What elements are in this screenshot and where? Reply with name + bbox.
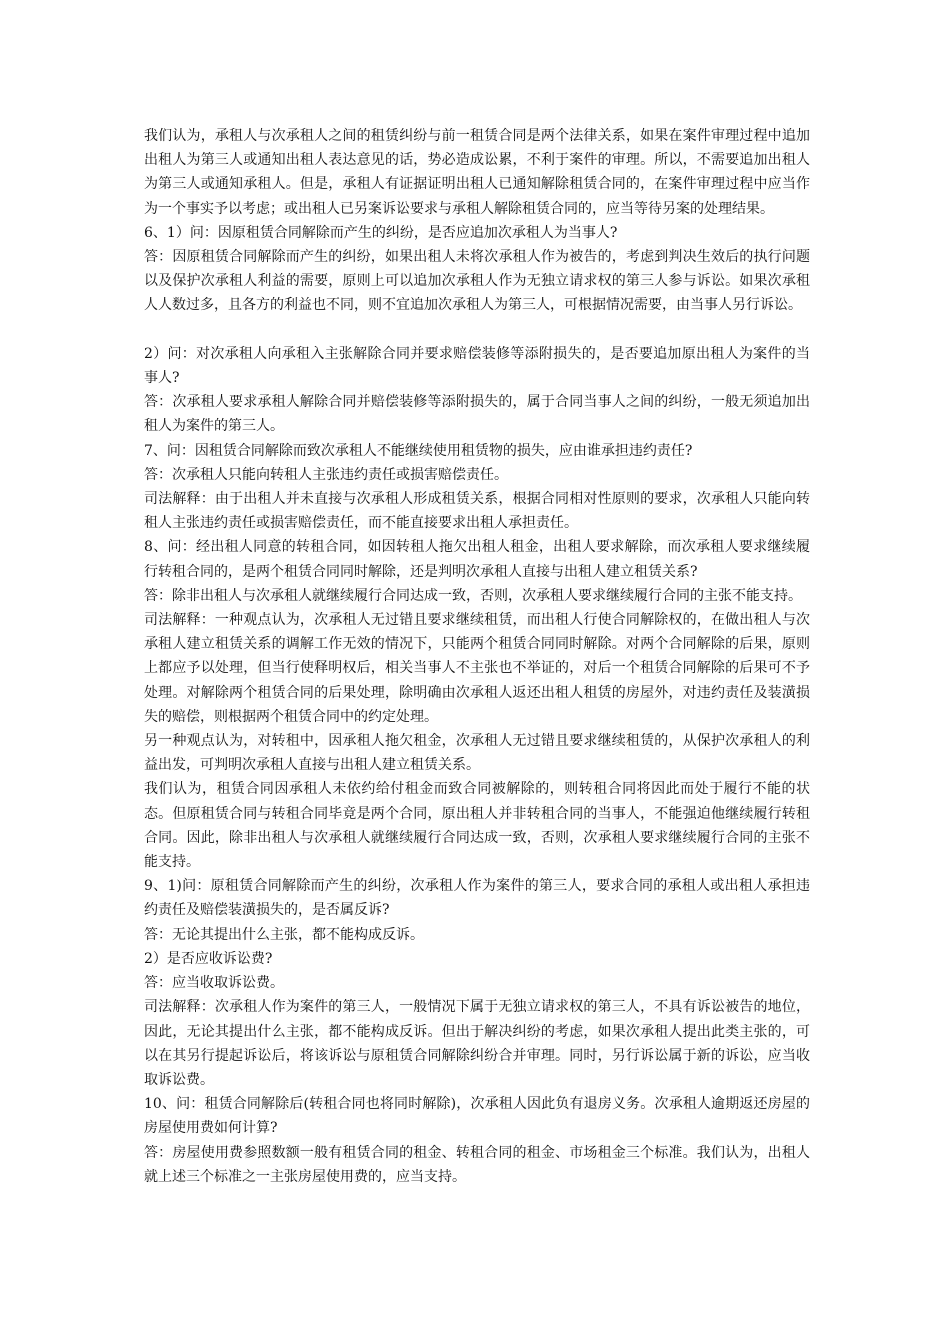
paragraph: 答：因原租赁合同解除而产生的纠纷，如果出租人未将次承租人作为被告的，考虑到判决生效后的执行问题以及保护次承租人利益的需要，原则上可以追加次承租人作为无独立请求权的第三人参与诉讼。如果次承租人人数过多，且各方的利益也不同，则不宜追加次承租人为第三人，可根据情况需要，由当事人另行诉讼。 (144, 249, 810, 314)
paragraph: 司法解释：由于出租人并未直接与次承租人形成租赁关系，根据合同相对性原则的要求，次承租人只能向转租人主张违约责任或损害赔偿责任，而不能直接要求出租人承担责任。 (144, 491, 810, 532)
paragraph: 7、问：因租赁合同解除而致次承租人不能继续使用租赁物的损失，应由谁承担违约责任? (144, 442, 693, 459)
paragraph: 答：应当收取诉讼费。 (144, 975, 284, 992)
paragraph: 答：无论其提出什么主张，都不能构成反诉。 (144, 926, 424, 943)
paragraph: 司法解释：一种观点认为，次承租人无过错且要求继续租赁，而出租人行使合同解除权的，在做出租人与次承租人建立租赁关系的调解工作无效的情况下，只能两个租赁合同同时解除。对两个合同解除的后果，原则上都应予以处理，但当行使释明权后，相关当事人不主张也不举证的，对后一个租赁合同解除的后果可不予处理。对解除两个租赁合同的后果处理，除明确由次承租人返还出租人租赁的房屋外，对违约责任及装潢损失的赔偿，则根据两个租赁合同中的约定处理。 (144, 612, 810, 725)
paragraph: 答：除非出租人与次承租人就继续履行合同达成一致，否则，次承租人要求继续履行合同的主张不能支持。 (144, 587, 802, 604)
paragraph: 2）是否应收诉讼费? (144, 950, 273, 967)
paragraph: 另一种观点认为，对转租中，因承租人拖欠租金，次承租人无过错且要求继续租赁的，从保护次承租人的利益出发，可判明次承租人直接与出租人建立租赁关系。 (144, 733, 810, 774)
paragraph: 10、问：租赁合同解除后(转租合同也将同时解除)，次承租人因此负有退房义务。次承租人逾期返还房屋的房屋使用费如何计算? (144, 1096, 810, 1137)
paragraph: 8、问：经出租人同意的转租合同，如因转租人拖欠出租人租金，出租人要求解除，而次承租人要求继续履行转租合同的，是两个租赁合同同时解除，还是判明次承租人直接与出租人建立租赁关系? (144, 539, 810, 580)
paragraph: 司法解释：次承租人作为案件的第三人，一般情况下属于无独立请求权的第三人，不具有诉讼被告的地位，因此，无论其提出什么主张，都不能构成反诉。但出于解决纠纷的考虑，如果次承租人提出此类主张的，可以在其另行提起诉讼后，将该诉讼与原租赁合同解除纠纷合并审理。同时，另行诉讼属于新的诉讼，应当收取诉讼费。 (144, 999, 810, 1088)
paragraph: 答：房屋使用费参照数额一般有租赁合同的租金、转租合同的租金、市场租金三个标准。我们认为，出租人就上述三个标准之一主张房屋使用费的，应当支持。 (144, 1144, 810, 1185)
paragraph: 我们认为，承租人与次承租人之间的租赁纠纷与前一租赁合同是两个法律关系，如果在案件审理过程中追加出租人为第三人或通知出租人表达意见的话，势必造成讼累，不利于案件的审理。所以，不需要追加出租人为第三人或通知承租人。但是，承租人有证据证明出租人已通知解除租赁合同的，在案件审理过程中应当作为一个事实予以考虑；或出租人已另案诉讼要求与承租人解除租赁合同的，应当等待另案的处理结果。 (144, 128, 810, 217)
paragraph: 答：次承租人要求承租人解除合同并赔偿装修等添附损失的，属于合同当事人之间的纠纷，一般无须追加出租人为案件的第三人。 (144, 394, 810, 435)
paragraph: 答：次承租人只能向转租人主张违约责任或损害赔偿责任。 (144, 466, 508, 483)
blank-line (144, 318, 810, 342)
paragraph: 6、1）问：因原租赁合同解除而产生的纠纷，是否应追加次承租人为当事人? (144, 224, 618, 241)
document-body (144, 124, 810, 1189)
paragraph: 9、1)问：原租赁合同解除而产生的纠纷，次承租人作为案件的第三人，要求合同的承租人或出租人承担违约责任及赔偿装潢损失的，是否属反诉? (144, 878, 810, 919)
paragraph: 2）问：对次承租人向承租入主张解除合同并要求赔偿装修等添附损失的，是否要追加原出租人为案件的当事人? (144, 345, 810, 387)
paragraph: 我们认为，租赁合同因承租人未依约给付租金而致合同被解除的，则转租合同将因此而处于履行不能的状态。但原租赁合同与转租合同毕竟是两个合同，原出租人并非转租合同的当事人，不能强迫他继续履行转租合同。因此，除非出租人与次承租人就继续履行合同达成一致，否则，次承租人要求继续履行合同的主张不能支持。 (144, 781, 810, 871)
